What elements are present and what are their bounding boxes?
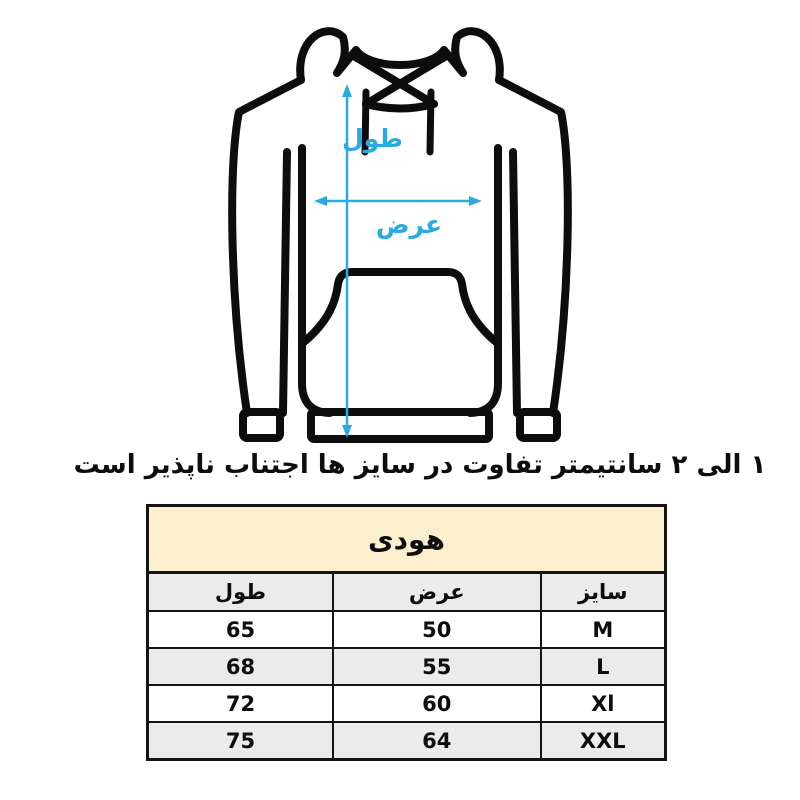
column-header-length: طول [148,573,333,612]
table-header-row [148,573,666,612]
size-cell: L [541,648,666,685]
arrowhead-left-icon [314,196,327,206]
table-row [148,722,666,760]
size-cell: XXL [541,722,666,760]
width-cell: 64 [333,722,541,760]
hem-band [311,412,489,439]
size-cell: M [541,611,666,648]
length-cell: 65 [148,611,333,648]
hood [300,31,500,80]
cuff-right [520,412,557,438]
size-table [146,504,667,761]
width-cell: 60 [333,685,541,722]
table-row [148,685,666,722]
sleeve-right-inner [513,152,517,413]
sleeve-right-outer [499,80,568,413]
arrowhead-up-icon [342,84,352,97]
pocket [304,272,496,342]
table-row [148,611,666,648]
width-cell: 55 [333,648,541,685]
length-label: طول [342,124,403,153]
sleeve-left-inner [283,152,287,413]
arrowhead-right-icon [469,196,482,206]
body-right [470,148,498,413]
width-label: عرض [375,210,443,239]
table-title: هودی [148,506,666,573]
length-cell: 68 [148,648,333,685]
table-row [148,648,666,685]
column-header-size: سایز [541,573,666,612]
cuff-left [243,412,280,438]
sleeve-left-outer [232,80,301,413]
length-cell: 75 [148,722,333,760]
size-cell: Xl [541,685,666,722]
size-tolerance-note: ۱ الی ۲ سانتیمتر تفاوت در سایز ها اجتناب ناپذیر است [73,450,767,480]
table-title-row [148,506,666,573]
width-cell: 50 [333,611,541,648]
body-left [302,148,330,413]
measurement-annotations [314,84,482,438]
neckline [366,104,434,109]
length-cell: 72 [148,685,333,722]
column-header-width: عرض [333,573,541,612]
